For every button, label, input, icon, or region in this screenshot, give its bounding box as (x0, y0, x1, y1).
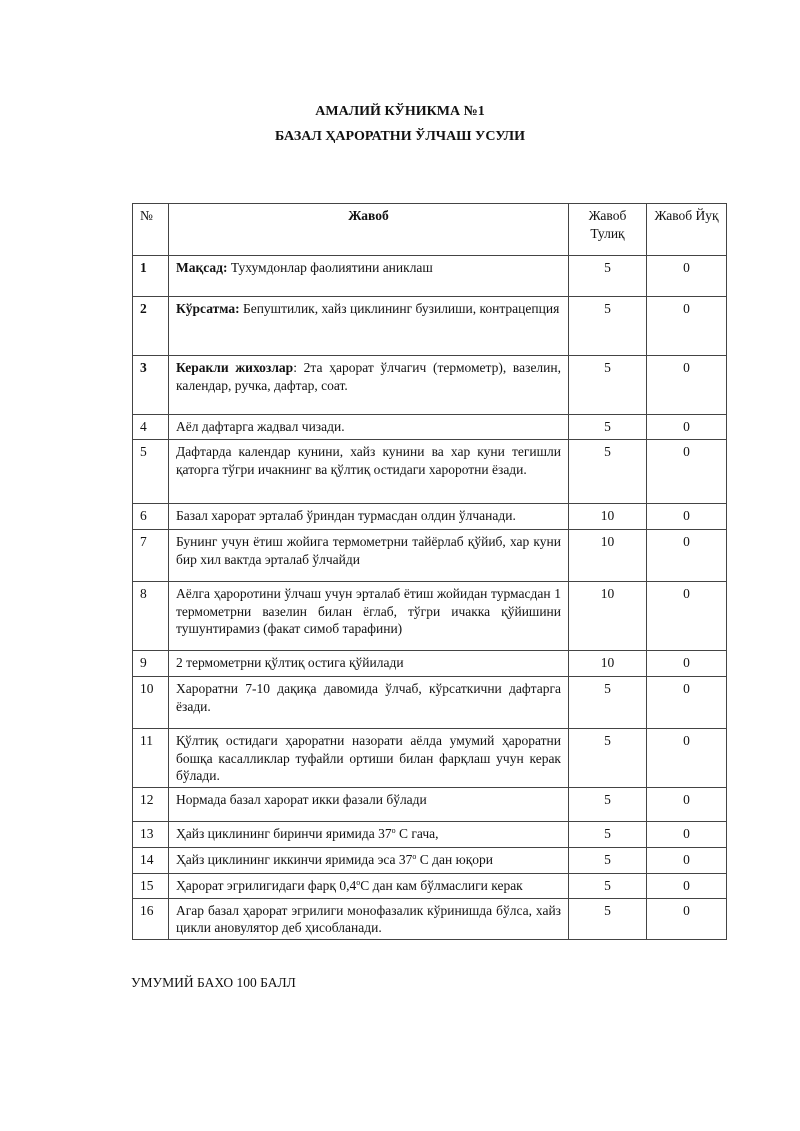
row-text: 2 термометрни қўлтиқ остига қўйилади (176, 655, 404, 670)
row-none-score: 0 (647, 356, 727, 415)
row-text: Қўлтиқ остидаги ҳароратни назорати аёлда умумий ҳароратни бошқа касалликлар туфайли ортиши билан фарқлаш учун керак бўлади. (176, 733, 561, 783)
row-number: 5 (133, 440, 169, 504)
row-text: Хароратни 7-10 дақиқа давомида ўлчаб, кўрсаткични дафтарга ёзади. (176, 681, 561, 714)
row-full-score: 5 (569, 729, 647, 788)
table-row (133, 847, 727, 873)
row-answer (169, 356, 569, 415)
row-full-score: 5 (569, 898, 647, 939)
row-number: 12 (133, 787, 169, 821)
row-number: 1 (133, 256, 169, 297)
row-none-score: 0 (647, 677, 727, 729)
row-none-score: 0 (647, 415, 727, 440)
row-number: 13 (133, 821, 169, 847)
row-answer (169, 677, 569, 729)
row-full-score: 5 (569, 440, 647, 504)
row-full-score: 10 (569, 582, 647, 651)
row-none-score: 0 (647, 821, 727, 847)
header-none: Жавоб Йуқ (647, 204, 727, 256)
row-answer (169, 504, 569, 530)
row-none-score: 0 (647, 504, 727, 530)
row-answer (169, 787, 569, 821)
row-answer (169, 821, 569, 847)
table-row (133, 356, 727, 415)
table-row (133, 873, 727, 898)
row-text: Нормада базал харорат икки фазали бўлади (176, 791, 427, 807)
table-row (133, 677, 727, 729)
row-number: 15 (133, 873, 169, 898)
row-answer (169, 847, 569, 873)
row-answer (169, 415, 569, 440)
table-row (133, 821, 727, 847)
table-row (133, 440, 727, 504)
row-text: Ҳарорат эгрилигидаги фарқ $0,4^оС$ дан кам бўлмаслиги керак (176, 877, 523, 893)
row-none-score: 0 (647, 651, 727, 677)
row-text: Бунинг учун ётиш жойига термометрни тайёрлаб қўйиб, хар куни бир хил вактда эрталаб ўлчайди (176, 534, 561, 567)
table-row (133, 415, 727, 440)
row-none-score: 0 (647, 898, 727, 939)
row-none-score: 0 (647, 729, 727, 788)
row-number: 4 (133, 415, 169, 440)
row-none-score: 0 (647, 530, 727, 582)
page-subtitle: БАЗАЛ ҲАРОРАТНИ ЎЛЧАШ УСУЛИ (274, 129, 526, 144)
total-score: УМУМИЙ БАХО 100 БАЛЛ (131, 975, 296, 990)
row-answer (169, 582, 569, 651)
row-none-score: 0 (647, 256, 727, 297)
row-answer (169, 440, 569, 504)
row-text: Ҳайз циклининг биринчи яримида $37^о$ С гача, (176, 825, 439, 841)
row-answer (169, 297, 569, 356)
row-answer (169, 873, 569, 898)
row-text: : 2та ҳарорат ўлчагич (термометр), вазелин, календар, ручка, дафтар, соат. (176, 360, 561, 393)
table-row (133, 297, 727, 356)
row-number: 14 (133, 847, 169, 873)
row-full-score: 5 (569, 297, 647, 356)
row-full-score: 5 (569, 356, 647, 415)
row-text: Бепуштилик, хайз циклининг бузилиши, контрацепция (239, 301, 560, 316)
row-none-score: 0 (647, 873, 727, 898)
row-full-score: 10 (569, 530, 647, 582)
row-answer (169, 729, 569, 788)
row-number: 10 (133, 677, 169, 729)
row-number: 8 (133, 582, 169, 651)
row-full-score: 5 (569, 677, 647, 729)
row-text: Аёл дафтарга жадвал чизади. (176, 419, 345, 434)
row-full-score: 5 (569, 256, 647, 297)
row-full-score: 5 (569, 821, 647, 847)
row-full-score: 10 (569, 504, 647, 530)
table-row (133, 530, 727, 582)
table-row (133, 256, 727, 297)
table-row (133, 651, 727, 677)
row-number: 3 (133, 356, 169, 415)
row-label: Кўрсатма: (176, 301, 240, 316)
row-number: 6 (133, 504, 169, 530)
page-title: АМАЛИЙ КЎНИКМА №1 (315, 104, 485, 119)
row-answer (169, 530, 569, 582)
row-answer (169, 651, 569, 677)
row-number: 9 (133, 651, 169, 677)
row-full-score: 5 (569, 873, 647, 898)
header-answer: Жавоб (169, 204, 569, 256)
header-num: № (133, 204, 169, 256)
table-header-row (133, 204, 727, 256)
header-full: Жавоб Тулиқ (569, 204, 647, 256)
row-text: Тухумдонлар фаолиятини аниклаш (227, 260, 433, 275)
row-text: Дафтарда календар кунини, хайз кунини ва хар куни тегишли қаторга тўгри ичакнинг ва қўлтиқ остидаги хароротни ёзади. (176, 444, 561, 477)
row-number: 16 (133, 898, 169, 939)
table-body (133, 256, 727, 940)
row-none-score: 0 (647, 787, 727, 821)
table-row (133, 729, 727, 788)
row-text: Аёлга ҳароротини ўлчаш учун эрталаб ётиш жойидан турмасдан 1 термометрни вазелин билан ёглаб, тўгри ичакка қўйишини тушунтирамиз (факат симоб тарафини) (176, 586, 561, 636)
evaluation-table (132, 203, 727, 940)
row-answer (169, 256, 569, 297)
row-none-score: 0 (647, 297, 727, 356)
row-text: Базал харорат эрталаб ўриндан турмасдан олдин ўлчанади. (176, 508, 516, 523)
row-number: 7 (133, 530, 169, 582)
row-none-score: 0 (647, 582, 727, 651)
row-full-score: 5 (569, 847, 647, 873)
row-number: 2 (133, 297, 169, 356)
table-row (133, 898, 727, 939)
row-label: Мақсад: (176, 260, 228, 275)
row-text: Ҳайз циклининг иккинчи яримида эса $37^о$ С дан юқори (176, 851, 494, 867)
row-none-score: 0 (647, 440, 727, 504)
row-full-score: 10 (569, 651, 647, 677)
table-row (133, 582, 727, 651)
row-label: Керакли жихозлар (176, 360, 294, 375)
row-none-score: 0 (647, 847, 727, 873)
row-answer (169, 898, 569, 939)
row-text: Агар базал ҳарорат эгрилиги монофазалик кўринишда бўлса, хайз цикли ановулятор деб ҳисобланади. (176, 902, 561, 935)
table-row (133, 504, 727, 530)
row-full-score: 5 (569, 787, 647, 821)
row-number: 11 (133, 729, 169, 788)
table-row (133, 787, 727, 821)
row-full-score: 5 (569, 415, 647, 440)
